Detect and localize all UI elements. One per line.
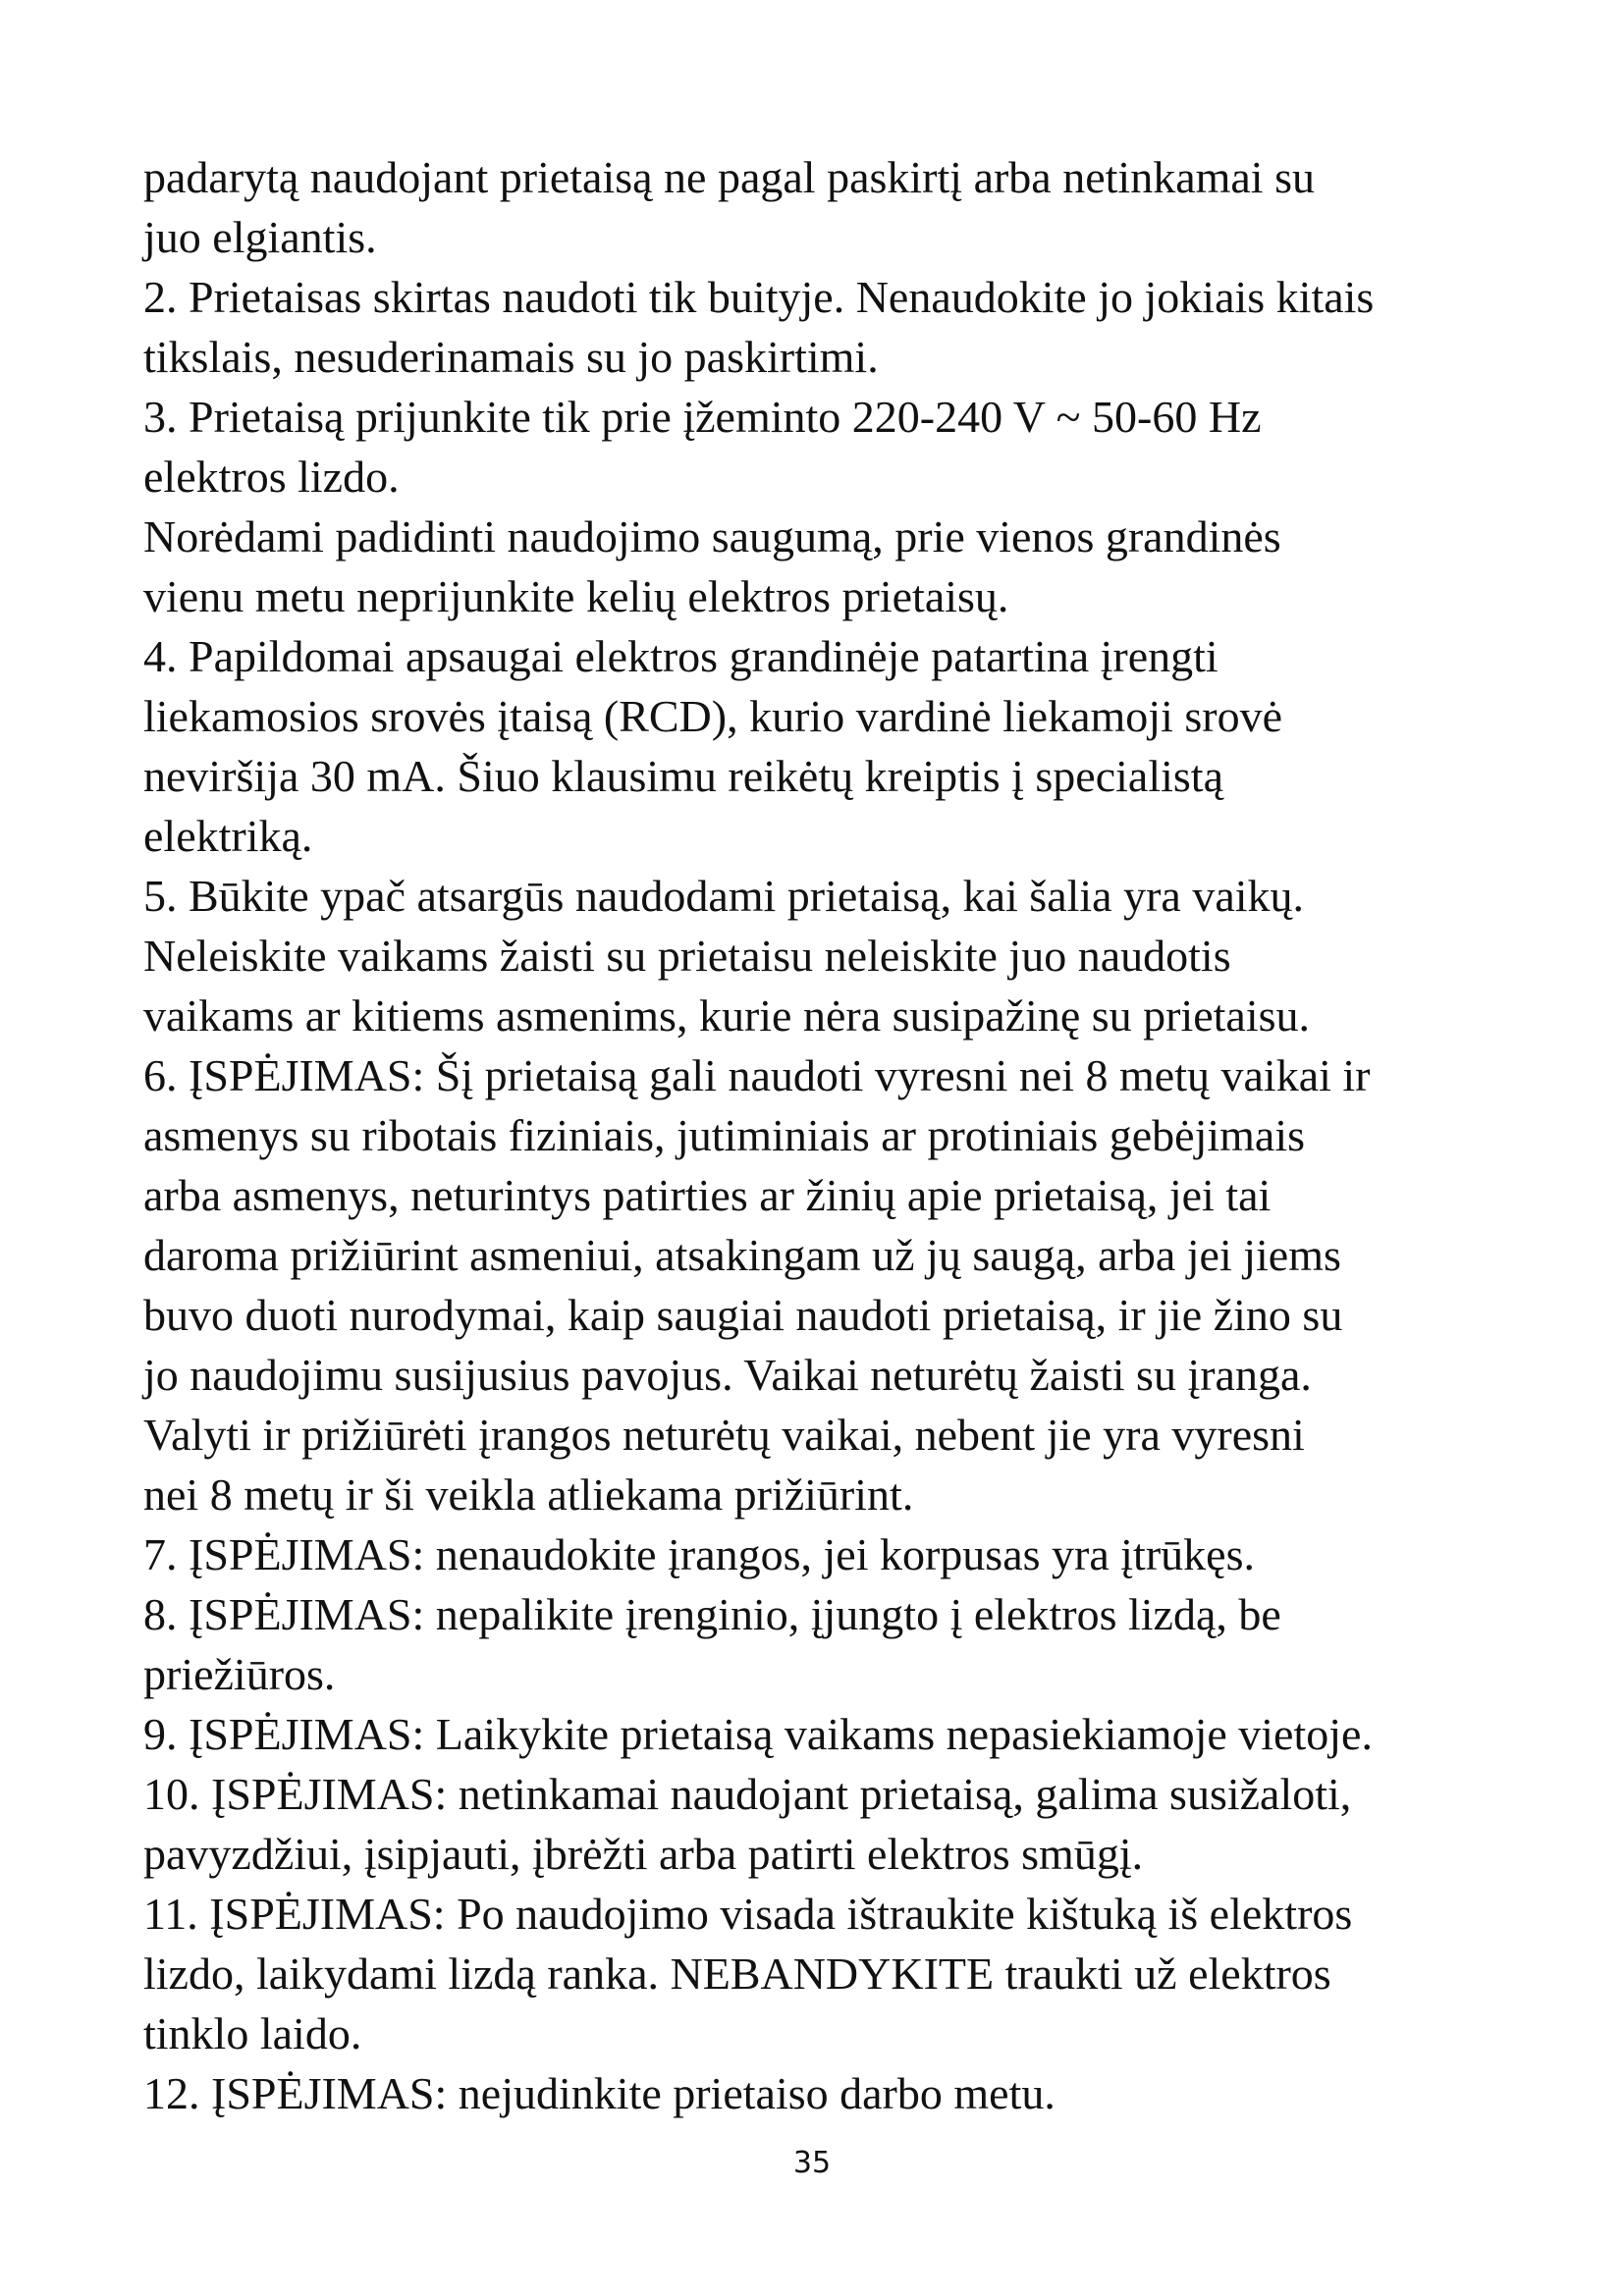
text-line: liekamosios srovės įtaisą (RCD), kurio vardinė liekamoji srovė <box>143 691 1282 741</box>
page-number: 35 <box>792 2146 832 2180</box>
text-line: 2. Prietaisas skirtas naudoti tik buityje. Nenaudokite jo jokiais kitais <box>143 272 1375 322</box>
text-line: vaikams ar kitiems asmenims, kurie nėra susipažinę su prietaisu. <box>143 990 1311 1041</box>
text-line: buvo duoti nurodymai, kaip saugiai naudoti prietaisą, ir jie žino su <box>143 1290 1343 1340</box>
text-line: nei 8 metų ir ši veikla atliekama prižiūrint. <box>143 1469 914 1520</box>
text-line: 9. ĮSPĖJIMAS: Laikykite prietaisą vaikams nepasiekiamoje vietoje. <box>143 1709 1373 1759</box>
text-line: vienu metu neprijunkite kelių elektros prietaisų. <box>143 571 1009 621</box>
text-line: 6. ĮSPĖJIMAS: Šį prietaisą gali naudoti vyresni nei 8 metų vaikai ir <box>143 1050 1371 1100</box>
text-line: juo elgiantis. <box>143 212 377 262</box>
text-line: tikslais, nesuderinamais su jo paskirtimi. <box>143 332 879 382</box>
text-line: 12. ĮSPĖJIMAS: nejudinkite prietaiso darbo metu. <box>143 2068 1056 2118</box>
text-line: jo naudojimu susijusius pavojus. Vaikai neturėtų žaisti su įranga. <box>143 1350 1312 1400</box>
text-line: Valyti ir prižiūrėti įrangos neturėtų vaikai, nebent jie yra vyresni <box>143 1410 1305 1460</box>
text-line: padarytą naudojant prietaisą ne pagal paskirtį arba netinkamai su <box>143 152 1315 202</box>
text-line: arba asmenys, neturintys patirties ar žinių apie prietaisą, jei tai <box>143 1170 1272 1220</box>
text-line: Neleiskite vaikams žaisti su prietaisu neleiskite juo naudotis <box>143 931 1231 981</box>
text-line: tinklo laido. <box>143 2008 362 2058</box>
text-line: 4. Papildomai apsaugai elektros grandinėje patartina įrengti <box>143 631 1218 681</box>
text-line: 5. Būkite ypač atsargūs naudodami prietaisą, kai šalia yra vaikų. <box>143 871 1305 921</box>
text-line: 3. Prietaisą prijunkite tik prie įžeminto 220-240 V ~ 50-60 Hz <box>143 392 1262 442</box>
text-line: pavyzdžiui, įsipjauti, įbrėžti arba patirti elektros smūgį. <box>143 1829 1144 1879</box>
text-line: 7. ĮSPĖJIMAS: nenaudokite įrangos, jei korpusas yra įtrūkęs. <box>143 1529 1255 1579</box>
text-line: lizdo, laikydami lizdą ranka. NEBANDYKITE traukti už elektros <box>143 1949 1331 1999</box>
body-text <box>143 147 1577 2123</box>
text-line: daroma prižiūrint asmeniui, atsakingam už jų saugą, arba jei jiems <box>143 1230 1341 1280</box>
text-line: asmenys su ribotais fiziniais, jutiminiais ar protiniais gebėjimais <box>143 1110 1306 1160</box>
text-line: elektriką. <box>143 811 313 861</box>
text-line: priežiūros. <box>143 1649 336 1699</box>
text-line: 8. ĮSPĖJIMAS: nepalikite įrenginio, įjungto į elektros lizdą, be <box>143 1589 1281 1639</box>
text-line: elektros lizdo. <box>143 452 400 502</box>
text-line: 10. ĮSPĖJIMAS: netinkamai naudojant prietaisą, galima susižaloti, <box>143 1769 1352 1819</box>
text-line: Norėdami padidinti naudojimo saugumą, prie vienos grandinės <box>143 511 1281 561</box>
text-line: 11. ĮSPĖJIMAS: Po naudojimo visada ištraukite kištuką iš elektros <box>143 1889 1353 1939</box>
text-line: neviršija 30 mA. Šiuo klausimu reikėtų kreiptis į specialistą <box>143 751 1223 801</box>
